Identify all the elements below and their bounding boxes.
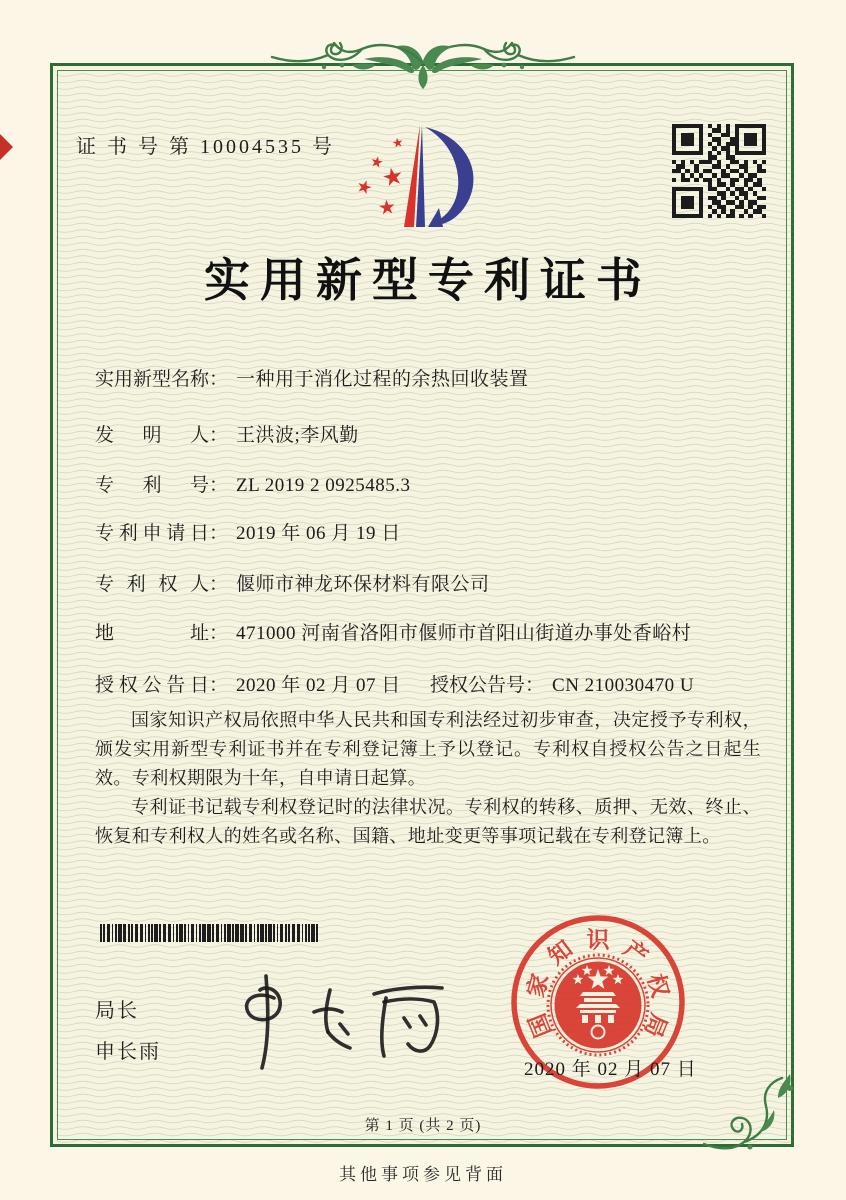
top-dragon-ornament (270, 34, 576, 92)
corner-floral-ornament (700, 1066, 800, 1156)
field-label: 地址 (95, 623, 209, 644)
seal-character: 家 (523, 971, 554, 1001)
field-value: 2019 年 06 月 19 日 (236, 523, 401, 544)
field-value: 471000 河南省洛阳市偃师市首阳山街道办事处香峪村 (236, 623, 692, 644)
cnipa-patent-logo (340, 113, 510, 237)
logo-star-icon: ★ (379, 161, 407, 193)
seal-character: 知 (543, 935, 578, 970)
field-colon: ： (525, 675, 545, 696)
field-label: 专利权人 (95, 574, 209, 595)
seal-character: 产 (618, 935, 653, 970)
seal-date: 2020 年 02 月 07 日 (524, 1059, 697, 1080)
certificate-number: 证 书 号 第 10004535 号 (76, 136, 335, 158)
field-value: 王洪波;李风勤 (236, 425, 359, 446)
field-label: 授权公告日 (95, 675, 209, 696)
field-label: 实用新型名称 (95, 369, 210, 390)
field-colon: ： (209, 675, 229, 696)
page-indicator: 第 1 页 (共 2 页) (364, 1118, 482, 1134)
field-colon: ： (209, 523, 229, 544)
field-value: ZL 2019 2 0925485.3 (236, 475, 411, 496)
logo-star-icon: ★ (390, 135, 405, 152)
field-label: 发明人 (95, 425, 209, 446)
seal-character: 识 (586, 927, 610, 953)
legal-paragraph-grant: 国家知识产权局依照中华人民共和国专利法经过初步审查，决定授予专利权，颁发实用新型专利证书并在专利登记簿上予以登记。专利权自授权公告之日起生效。专利权期限为十年，自申请日起算。 (95, 710, 761, 788)
field-row-patent-number (95, 470, 795, 497)
field-colon: ： (209, 574, 229, 595)
logo-star-icon: ★ (368, 151, 386, 173)
field-row-filing-date (95, 518, 795, 545)
field-value: 一种用于消化过程的余热回收装置 (236, 369, 529, 390)
field-label: 专利号 (95, 475, 209, 496)
certificate-title: 实用新型专利证书 (204, 255, 652, 306)
qr-code (672, 124, 766, 218)
logo-star-icon: ★ (376, 194, 398, 220)
field-row-utility-model-name (95, 364, 795, 391)
field-colon: ： (209, 369, 229, 390)
field-value: CN 210030470 U (552, 675, 695, 696)
field-label: 专利申请日 (95, 523, 209, 544)
director-block (95, 994, 161, 1076)
field-grant-number (430, 670, 694, 697)
legal-paragraph-register: 专利证书记载专利权登记时的法律状况。专利权的转移、质押、无效、终止、恢复和专利权人的姓名或名称、国籍、地址变更等事项记载在专利登记簿上。 (95, 797, 761, 846)
back-side-note: 其他事项参见背面 (339, 1165, 507, 1184)
field-row-address (95, 618, 795, 645)
page-edge-red-marker (0, 134, 13, 160)
seal-character: 国 (524, 1009, 557, 1041)
handwritten-signature (222, 968, 472, 1073)
field-label: 授权公告号 (430, 675, 526, 696)
seal-character: 局 (639, 1009, 672, 1041)
field-value: 2020 年 02 月 07 日 (236, 675, 401, 696)
logo-star-icon: ★ (353, 175, 376, 201)
field-colon: ： (209, 623, 229, 644)
field-row-grant-date (95, 670, 795, 697)
field-colon: ： (209, 425, 229, 446)
director-title: 局长 (95, 1000, 139, 1022)
field-colon: ： (209, 475, 229, 496)
barcode (100, 924, 320, 942)
logo-graphic (340, 113, 510, 237)
director-name: 申长雨 (95, 1041, 161, 1063)
legal-text (95, 706, 761, 851)
field-value: 偃师市神龙环保材料有限公司 (236, 574, 490, 595)
seal-character: 权 (642, 971, 673, 1001)
field-row-patentee (95, 569, 795, 596)
field-row-inventor (95, 420, 795, 447)
